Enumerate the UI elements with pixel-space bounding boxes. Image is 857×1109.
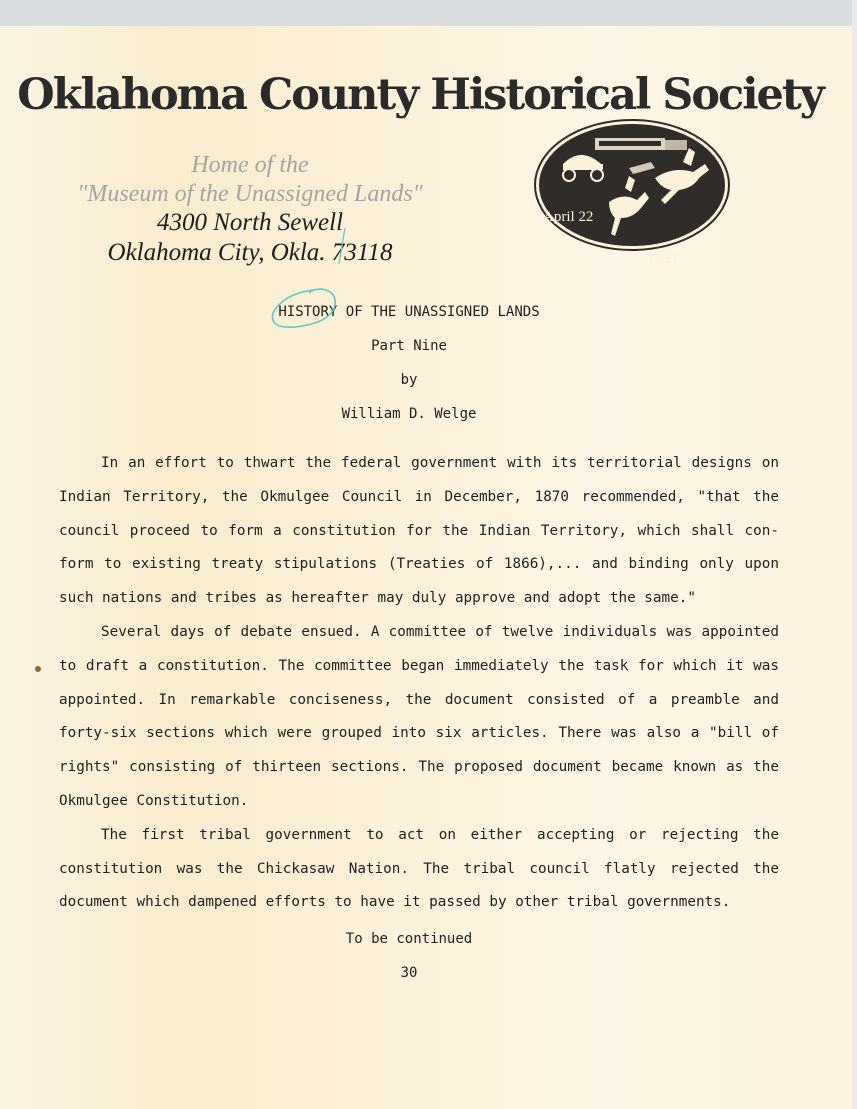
letterhead-title: Oklahoma County Historical Society [17,70,823,120]
letterhead-city-address: Oklahoma City, Okla. 73118 [107,239,393,266]
article-author: William D. Welge [341,406,477,422]
article-title: HISTORY OF THE UNASSIGNED LANDS [278,304,540,320]
letterhead-tagline-1: Home of the [191,152,309,178]
seal-year: 1889 [647,251,677,267]
body-paragraph: In an effort to thwart the federal government with its territorial designs on Indian Territory, the Okmulgee Council in December, 1870 recommended, "that the council proceed to form a constitution for the Indian Territory, which shall con-form to existing treaty stipulations (Treaties of 1866),... and binding only upon such nations and tribes as hereafter may duly approve and adopt the same." [59,455,779,607]
document-page [0,26,852,1109]
letterhead-tagline-2: "Museum of the Unassigned Lands" [77,181,423,207]
to-be-continued: To be continued [345,931,473,947]
land-run-seal-logo [533,118,731,267]
body-paragraph: Several days of debate ensued. A committee of twelve individuals was appointed to draft a constitution. The committee began immediately the task for which it was appointed. In remarkable conciseness, the document consisted of a preamble and forty-six sections which were grouped into six articles. There was also a "bill of rights" consisting of thirteen sections. The proposed document became known as the Okmulgee Constitution. [59,623,779,809]
scanner-edge [852,0,857,1109]
body-paragraph: The first tribal government to act on either accepting or rejecting the constitution was the Chickasaw Nation. The tribal council flatly rejected the document which dampened efforts to have it passed by other tribal governments. [59,826,779,911]
article-body [59,447,779,920]
letterhead-street-address: 4300 North Sewell [156,209,344,236]
page-number: 30 [400,965,418,981]
article-part: Part Nine [371,338,447,354]
article-by: by [400,372,418,388]
seal-date: April 22 [543,209,594,225]
ink-speck [33,664,43,674]
